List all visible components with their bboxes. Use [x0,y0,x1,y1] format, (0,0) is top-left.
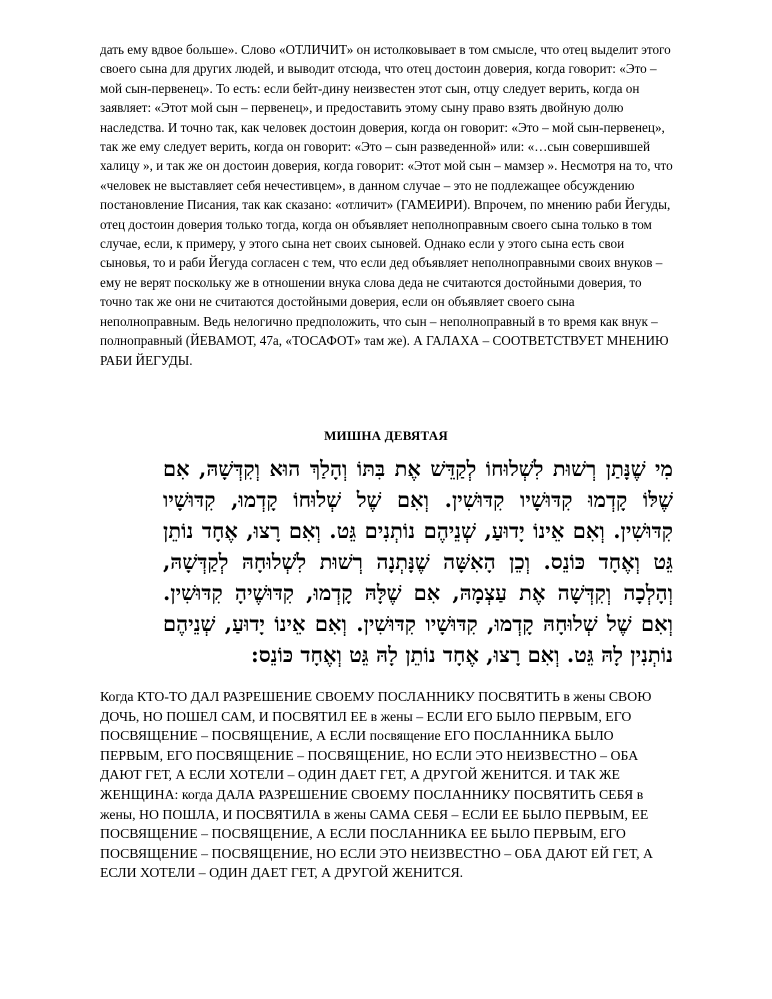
mishna-heading: МИШНА ДЕВЯТАЯ [324,428,448,443]
mishna-translation-paragraph: Когда КТО-ТО ДАЛ РАЗРЕШЕНИЕ СВОЕМУ ПОСЛАННИКУ ПОСВЯТИТЬ в жены СВОЮ ДОЧЬ, НО ПОШЕЛ САМ, И ПОСВЯТИЛ ЕЕ в жены – ЕСЛИ ЕГО БЫЛО ПЕРВЫМ, ЕГО ПОСВЯЩЕНИЕ – ПОСВЯЩЕНИЕ, А ЕСЛИ посвящение ЕГО ПОСЛАННИКА БЫЛО ПЕРВЫМ, ЕГО ПОСВЯЩЕНИЕ – ПОСВЯЩЕНИЕ, НО ЕСЛИ ЭТО НЕИЗВЕСТНО – ОБА ДАЮТ ГЕТ, А ЕСЛИ ХОТЕЛИ – ОДИН ДАЕТ ГЕТ, А ДРУГОЙ ЖЕНИТСЯ. И ТАК ЖЕ ЖЕНЩИНА: когда ДАЛА РАЗРЕШЕНИЕ СВОЕМУ ПОСЛАННИКУ ПОСВЯТИТЬ СЕБЯ в жены, НО ПОШЛА, И ПОСВЯТИЛА в жены САМА СЕБЯ – ЕСЛИ ЕЕ БЫЛО ПЕРВЫМ, ЕЕ ПОСВЯЩЕНИЕ – ПОСВЯЩЕНИЕ, А ЕСЛИ ПОСЛАННИКА ЕЕ БЫЛО ПЕРВЫМ, ЕГО ПОСВЯЩЕНИЕ – ПОСВЯЩЕНИЕ, НО ЕСЛИ ЭТО НЕИЗВЕСТНО – ОБА ДАЮТ ЕЙ ГЕТ, А ЕСЛИ ХОТЕЛИ – ОДИН ДАЕТ ГЕТ, А ДРУГОЙ ЖЕНИТСЯ. [100,689,653,881]
mishna-hebrew-text: מִי שֶׁנָּתַן רְשׁוּת לִשְׁלוּחוֹ לְקַדֵּשׁ אֶת בִּתּוֹ וְהָלַךְ הוּא וְקִדְּשָׁהּ, אִם שֶׁלּוֹ קָדְמוּ קִדּוּשָׁיו קִדּוּשִׁין. וְאִם שֶׁל שְׁלוּחוֹ קָדְמוּ, קִדּוּשָׁיו קִדּוּשִׁין. וְאִם אֵינוֹ יָדוּעַ, שְׁנֵיהֶם נוֹתְנִים גֵּט. וְאִם רָצוּ, אֶחָד נוֹתֵן גֵּט וְאֶחָד כּוֹנֵס. וְכֵן הָאִשָּׁה שֶׁנָּתְנָה רְשׁוּת לִשְׁלוּחָהּ לְקַדְּשָׁהּ, וְהָלְכָה וְקִדְּשָׁה אֶת עַצְמָהּ, אִם שֶׁלָּהּ קָדְמוּ, קִדּוּשֶׁיהָ קִדּוּשִׁין. וְאִם שֶׁל שְׁלוּחָהּ קָדְמוּ, קִדּוּשָׁיו קִדּוּשִׁין. וְאִם אֵינוֹ יָדוּעַ, שְׁנֵיהֶם נוֹתְנִין לָהּ גֵּט. וְאִם רָצוּ, אֶחָד נוֹתֵן לָהּ גֵּט וְאֶחָד כּוֹנֵס: [163,456,673,667]
commentary-paragraph: дать ему вдвое больше». Слово «ОТЛИЧИТ» он истолковывает в том смысле, что отец выделит этого своего сына для других людей, и выводит отсюда, что отец достоин доверия, когда говорит: «Это – мой сын-первенец». То есть: если бейт-дину неизвестен этот сын, отцу следует верить, когда он заявляет: «Этот мой сын – первенец», и предоставить этому сыну право взять двойную долю наследства. И точно так, как человек достоин доверия, когда он говорит: «Это – мой сын-первенец», так же ему следует верить, когда он говорит: «Это – сын разведенной» или: «…сын совершившей халицу », и так же он достоин доверия, когда говорит: «Этот мой сын – мамзер ». Несмотря на то, что «человек не выставляет себя нечестивцем», в данном случае – это не подлежащее обсуждению постановление Писания, так как сказано: «отличит» (ГАМЕИРИ). Впрочем, по мнению раби Йегуды, отец достоин доверия только тогда, когда он объявляет неполноправным своего сына только в том случае, если, к примеру, у этого сына нет своих сыновей. Однако если у этого сына есть свои сыновья, то и раби Йегуда согласен с тем, что если дед объявляет неполноправными своих внуков – ему не верят поскольку же в отношении внука слова деда не считаются достойными доверия, то точно так же они не считаются достойными доверия, если он объявляет своего сына неполноправным. Ведь нелогично предположить, что сын – неполноправный в то время как внук – полноправный (ЙЕВАМОТ, 47а, «ТОСАФОТ» там же). А ГАЛАХА – СООТВЕТСТВУЕТ МНЕНИЮ РАБИ ЙЕГУДЫ. [100,42,673,368]
